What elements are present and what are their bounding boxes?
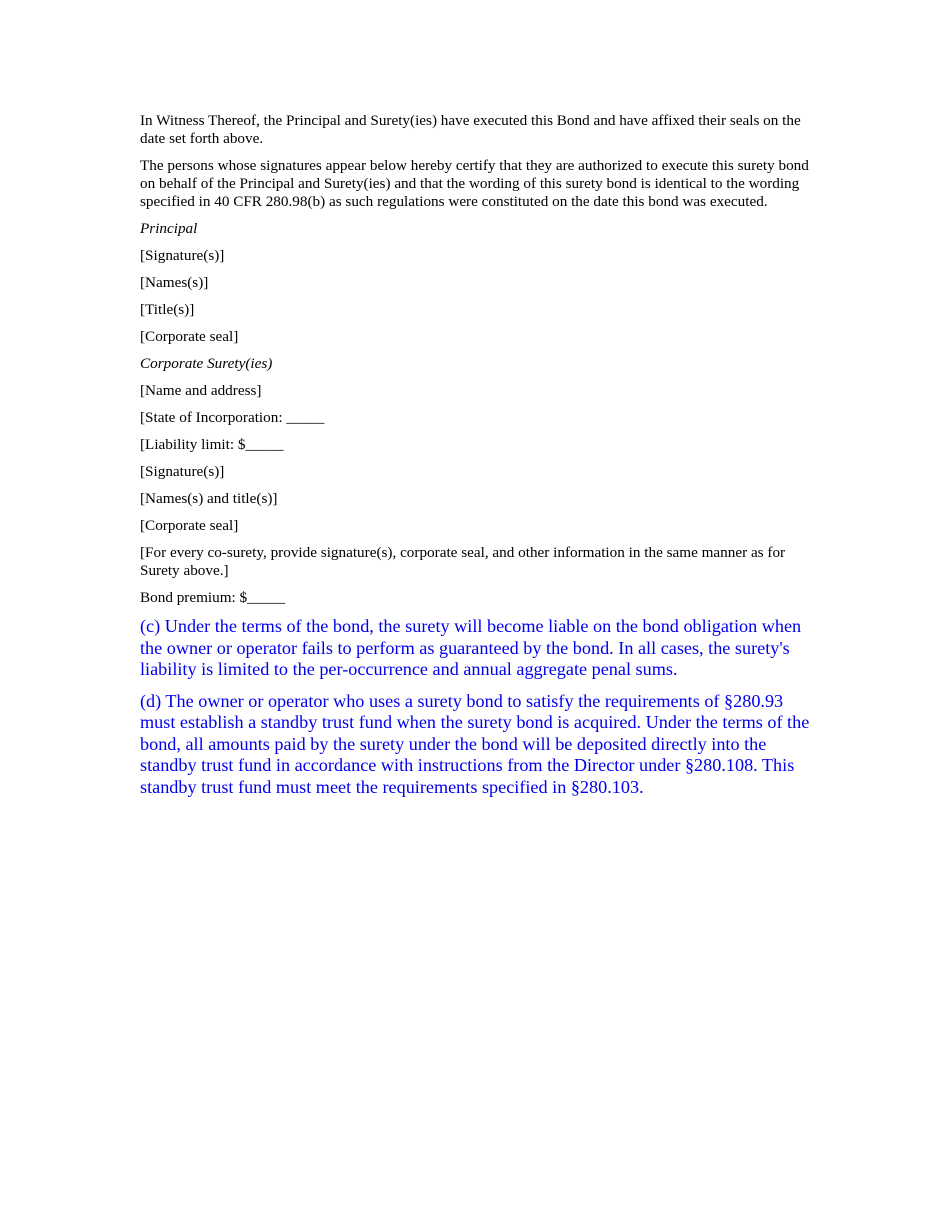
- certification-paragraph: The persons whose signatures appear below hereby certify that they are authorized to execute this surety bond on behalf of the Principal and Surety(ies) and that the wording of this surety bond is identical to the wording specified in 40 CFR 280.98(b) as such regulations were constituted on the date this bond was executed.: [140, 157, 809, 210]
- surety-heading: Corporate Surety(ies): [140, 355, 273, 372]
- surety-state-line: [State of Incorporation: _____: [140, 409, 325, 426]
- principal-heading: Principal: [140, 220, 198, 237]
- principal-signature-line: [Signature(s)]: [140, 247, 225, 264]
- surety-names-titles-line: [Names(s) and title(s)]: [140, 490, 278, 507]
- surety-name-address-line: [Name and address]: [140, 382, 262, 399]
- section-d-paragraph: (d) The owner or operator who uses a surety bond to satisfy the requirements of §280.93 must establish a standby trust fund when the surety bond is acquired. Under the terms of the bond, all amounts paid by the surety under the bond will be deposited directly into the standby trust fund in accordance with instructions from the Director under §280.108. This standby trust fund must meet the requirements specified in §280.103.: [140, 690, 810, 797]
- surety-signature-line: [Signature(s)]: [140, 463, 225, 480]
- witness-paragraph: In Witness Thereof, the Principal and Surety(ies) have executed this Bond and have affixed their seals on the date set forth above.: [140, 112, 801, 147]
- principal-names-line: [Names(s)]: [140, 274, 209, 291]
- principal-titles-line: [Title(s)]: [140, 301, 195, 318]
- principal-seal-line: [Corporate seal]: [140, 328, 239, 345]
- bond-premium-line: Bond premium: $_____: [140, 589, 286, 606]
- surety-liability-line: [Liability limit: $_____: [140, 436, 284, 453]
- document-page: [140, 112, 816, 808]
- section-c-paragraph: (c) Under the terms of the bond, the surety will become liable on the bond obligation when the owner or operator fails to perform as guaranteed by the bond. In all cases, the surety's liability is limited to the per-occurrence and annual aggregate penal sums.: [140, 616, 802, 679]
- co-surety-note: [For every co-surety, provide signature(s), corporate seal, and other information in the same manner as for Surety above.]: [140, 544, 786, 579]
- surety-seal-line: [Corporate seal]: [140, 517, 239, 534]
